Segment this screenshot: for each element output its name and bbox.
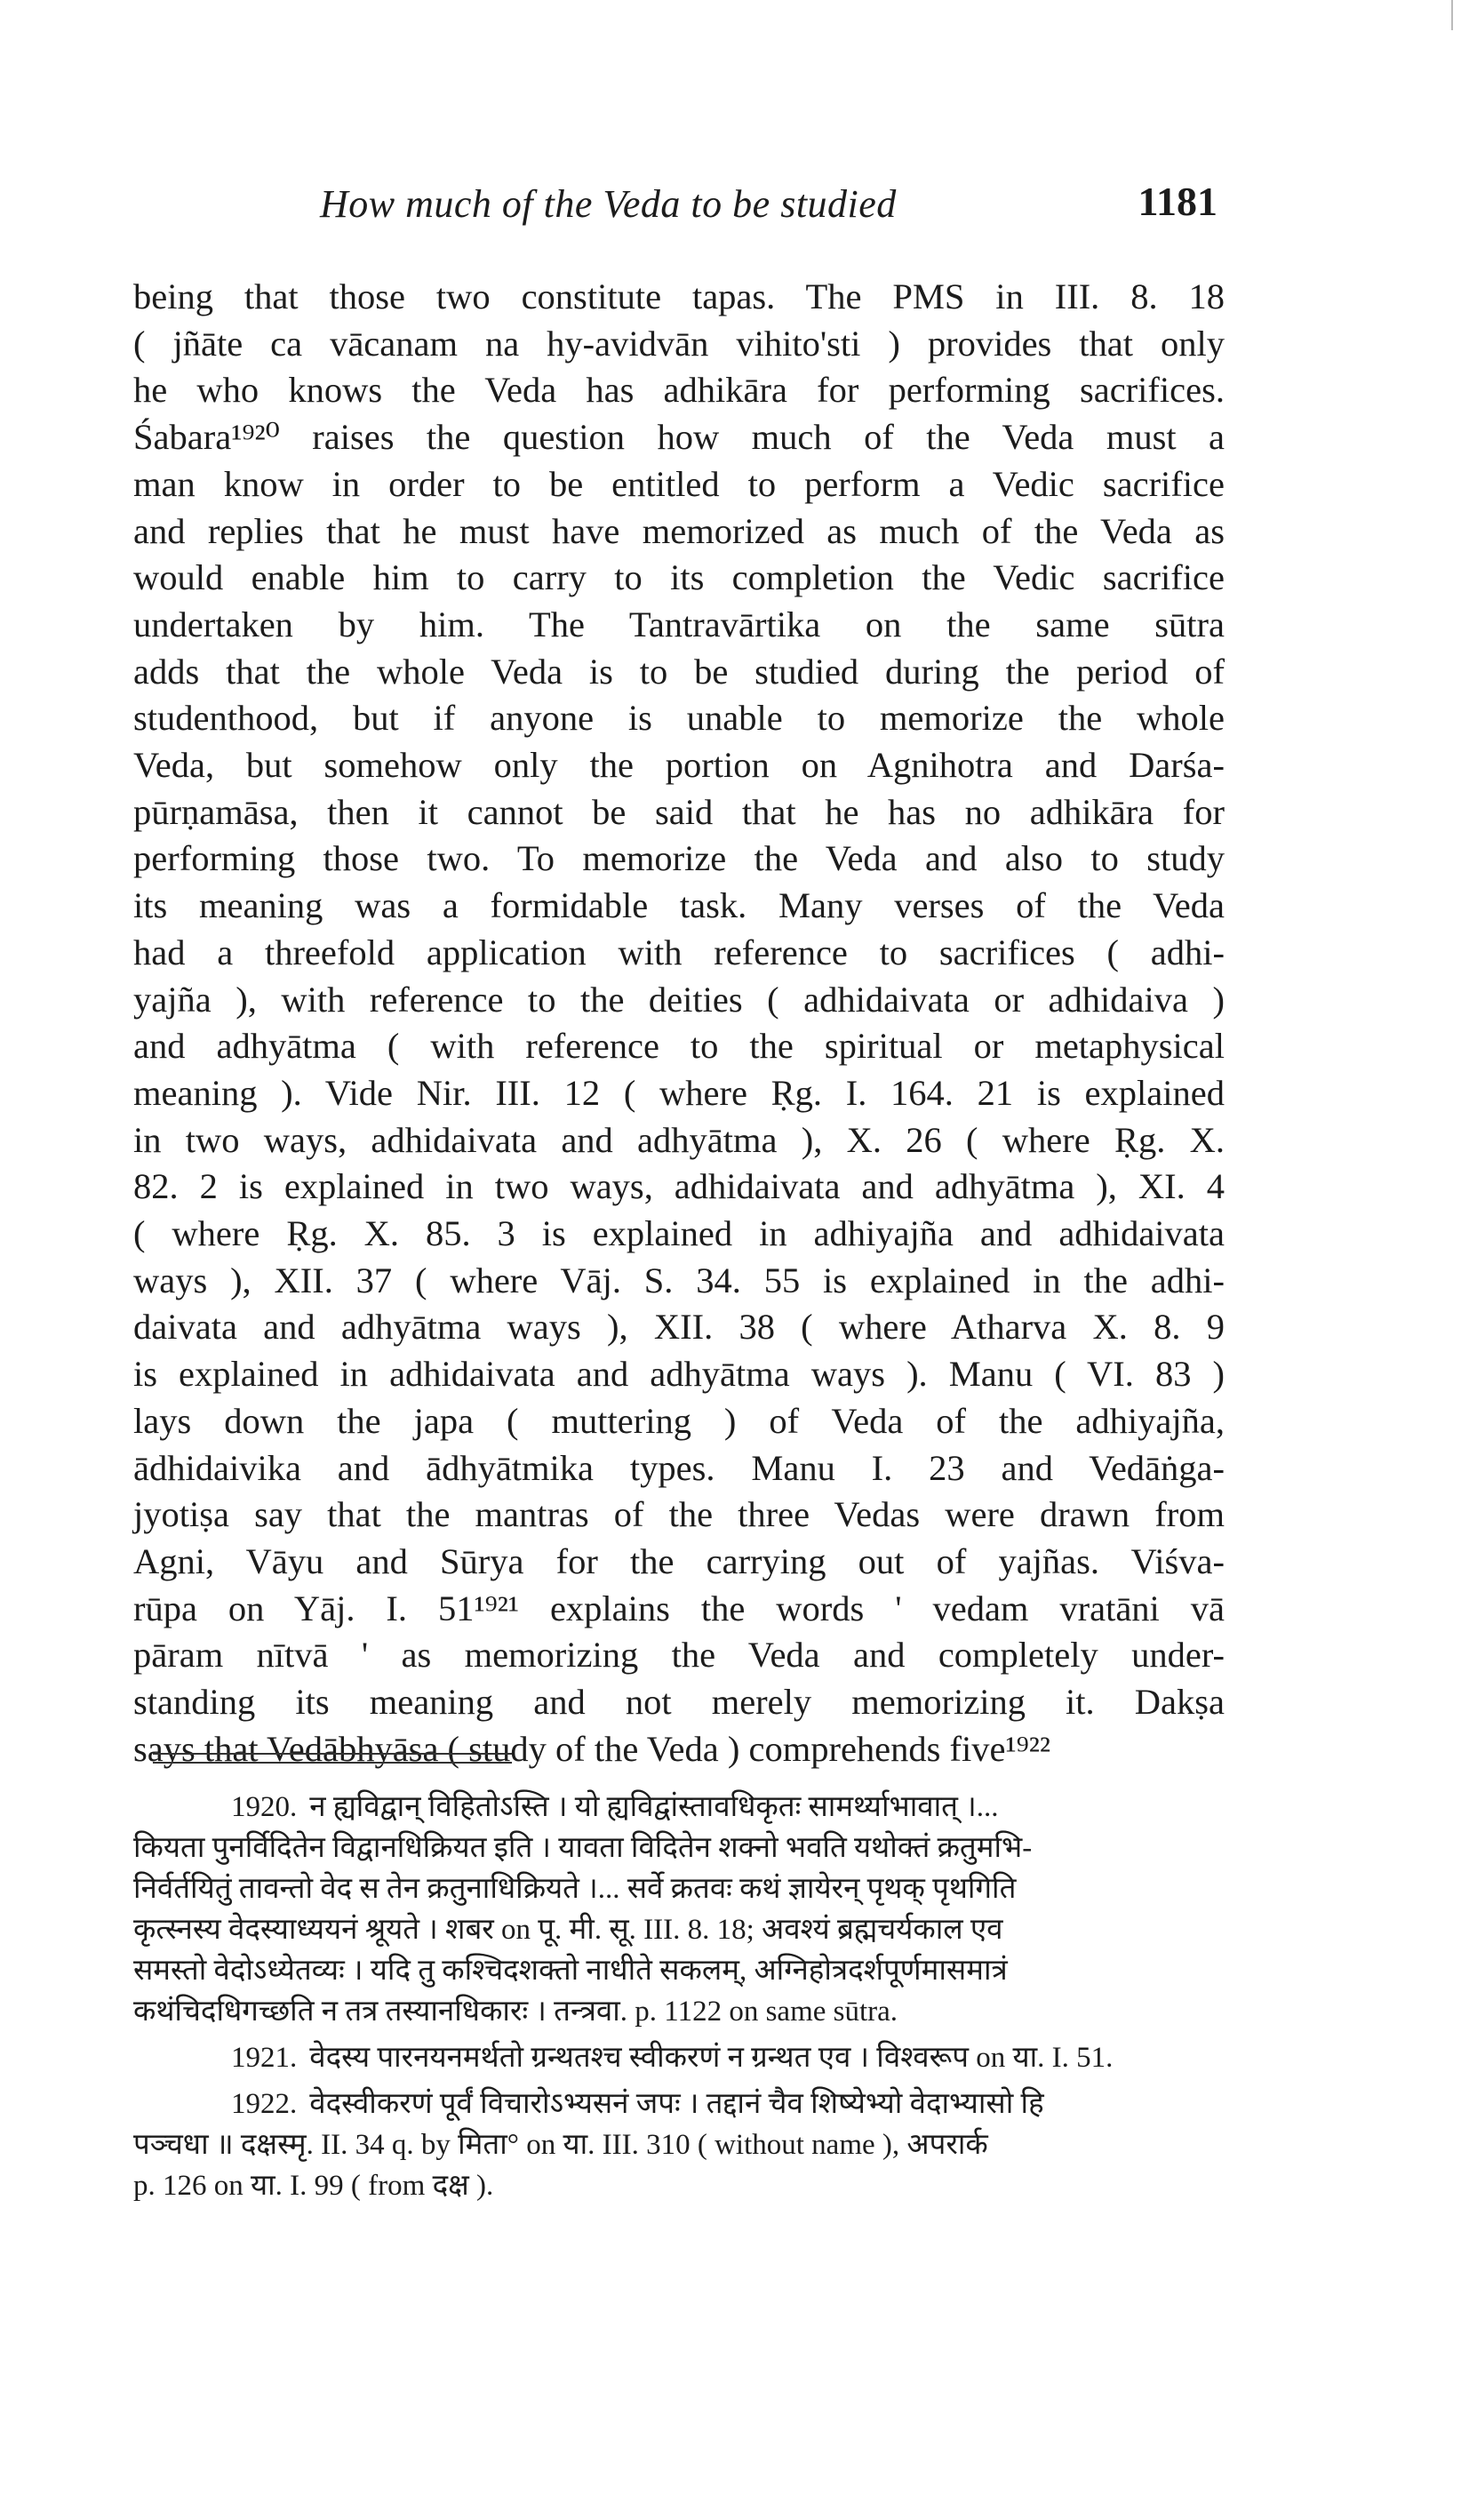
body-line: yajña ), with reference to the deities ( adhidaivata or adhidaiva ) xyxy=(133,979,1225,1020)
body-line: undertaken by him. The Tantravārtika on the same sūtra xyxy=(133,604,1225,644)
page-header xyxy=(320,178,1218,231)
footnote-line: p. 126 on या. I. 99 ( from दक्ष ). xyxy=(133,2170,494,2202)
footnote-rule-secondary xyxy=(153,1762,512,1764)
body-line: ( where Ṛg. X. 85. 3 is explained in adhiyajña and adhidaivata xyxy=(133,1213,1225,1254)
body-line: ways ), XII. 37 ( where Vāj. S. 34. 55 is explained in the adhi- xyxy=(133,1260,1225,1300)
footnotes xyxy=(133,1787,1222,2212)
body-line: lays down the japa ( muttering ) of Veda of the adhiyajña, xyxy=(133,1400,1225,1441)
body-line: pūrṇamāsa, then it cannot be said that he has no adhikāra for xyxy=(133,791,1225,832)
body-line: jyotiṣa say that the mantras of the three Vedas were drawn from xyxy=(133,1494,1225,1535)
footnote-line: वेदस्य पारनयनमर्थतो ग्रन्थतश्च स्वीकरणं न ग्रन्थत एव । विश्वरूप on या. I. 51. xyxy=(309,2042,1114,2074)
body-line: and replies that he must have memorized as much of the Veda as xyxy=(133,510,1225,551)
footnote-number: 1920. xyxy=(231,1791,298,1823)
body-line: had a threefold application with reference to sacrifices ( adhi- xyxy=(133,932,1225,972)
body-line: in two ways, adhidaivata and adhyātma ), X. 26 ( where Ṛg. X. xyxy=(133,1119,1225,1160)
body-line: meaning ). Vide Nir. III. 12 ( where Ṛg. I. 164. 21 is explained xyxy=(133,1072,1225,1113)
footnote-line: न ह्यविद्वान् विहितोऽस्ति । यो ह्यविद्वांस्तावधिकृतः सामर्थ्याभावात् ।... xyxy=(309,1791,999,1823)
body-line: standing its meaning and not merely memorizing it. Dakṣa xyxy=(133,1682,1225,1723)
body-line: rūpa on Yāj. I. 51¹⁹²¹ explains the words ' vedam vratāni vā xyxy=(133,1588,1225,1628)
footnote-line: कथंचिदधिगच्छति न तत्र तस्यानधिकारः । तन्त्रवा. p. 1122 on same sūtra. xyxy=(133,1996,898,2028)
footnote xyxy=(133,1787,1222,2032)
body-line: would enable him to carry to its completion the Vedic sacrifice xyxy=(133,557,1225,598)
footnote-line: वेदस्वीकरणं पूर्वं विचारोऽभ्यसनं जपः । तद्दानं चैव शिष्येभ्यो वेदाभ्यासो हि xyxy=(309,2088,1044,2120)
body-line: ( jñāte ca vācanam na hy-avidvān vihito'sti ) provides that only xyxy=(133,323,1225,364)
body-line: pāram nītvā ' as memorizing the Veda and completely under- xyxy=(133,1635,1225,1676)
body-line: ādhidaivika and ādhyātmika types. Manu I. 23 and Vedāṅga- xyxy=(133,1447,1225,1488)
body-text xyxy=(133,274,1225,1773)
page-number: 1181 xyxy=(1138,179,1218,224)
footnote-line: निर्वर्तयितुं तावन्तो वेद स तेन क्रतुनाधिक्रियते ।... सर्वे क्रतवः कथं ज्ञायेरन् पृथक् पृथगिति xyxy=(133,1873,1017,1905)
body-line: 82. 2 is explained in two ways, adhidaivata and adhyātma ), XI. 4 xyxy=(133,1166,1225,1207)
body-line: says that Vedābhyāsa ( study of the Veda ) comprehends five¹⁹²² xyxy=(133,1728,1051,1769)
footnote-number: 1922. xyxy=(231,2088,298,2120)
body-line: and adhyātma ( with reference to the spiritual or metaphysical xyxy=(133,1026,1225,1067)
body-line: man know in order to be entitled to perform a Vedic sacrifice xyxy=(133,463,1225,504)
body-line: its meaning was a formidable task. Many verses of the Veda xyxy=(133,885,1225,926)
body-line: daivata and adhyātma ways ), XII. 38 ( where Atharva X. 8. 9 xyxy=(133,1307,1225,1348)
footnote xyxy=(133,2037,1222,2078)
body-line: Śabara¹⁹²⁰ raises the question how much of the Veda must a xyxy=(133,417,1225,458)
body-line: performing those two. To memorize the Veda and also to study xyxy=(133,838,1225,879)
footnote-line: कियता पुनर्विदितेन विद्वानधिक्रियत इति । यावता विदितेन शक्नो भवति यथोक्तं क्रतुमभि- xyxy=(133,1832,1033,1864)
body-line: he who knows the Veda has adhikāra for performing sacrifices. xyxy=(133,370,1225,411)
footnote-rule xyxy=(153,1753,512,1755)
footnote-line: पञ्चधा ॥ दक्षस्मृ. II. 34 q. by मिता° on या. III. 310 ( without name ), अपरार्क xyxy=(133,2129,988,2161)
body-line: adds that the whole Veda is to be studied during the period of xyxy=(133,651,1225,692)
footnote-number: 1921. xyxy=(231,2042,298,2074)
body-line: studenthood, but if anyone is unable to memorize the whole xyxy=(133,698,1225,739)
footnote-line: कृत्स्नस्य वेदस्याध्ययनं श्रूयते । शबर on पू. मी. सू. III. 8. 18; अवश्यं ब्रह्मचर्यकाल एव xyxy=(133,1914,1003,1946)
body-line: Veda, but somehow only the portion on Agnihotra and Darśa- xyxy=(133,745,1225,786)
body-line: being that those two constitute tapas. The PMS in III. 8. 18 xyxy=(133,276,1225,316)
running-title: How much of the Veda to be studied xyxy=(320,182,897,226)
footnote-line: समस्तो वेदोऽध्येतव्यः । यदि तु कश्चिदशक्तो नाधीते सकलम्, अग्निहोत्रदर्शपूर्णमासमात्रं xyxy=(133,1955,1008,1987)
body-line: Agni, Vāyu and Sūrya for the carrying out of yajñas. Viśva- xyxy=(133,1540,1225,1581)
footnote xyxy=(133,2084,1222,2206)
margin-mark xyxy=(1451,0,1453,30)
body-line: is explained in adhidaivata and adhyātma ways ). Manu ( VI. 83 ) xyxy=(133,1354,1225,1395)
